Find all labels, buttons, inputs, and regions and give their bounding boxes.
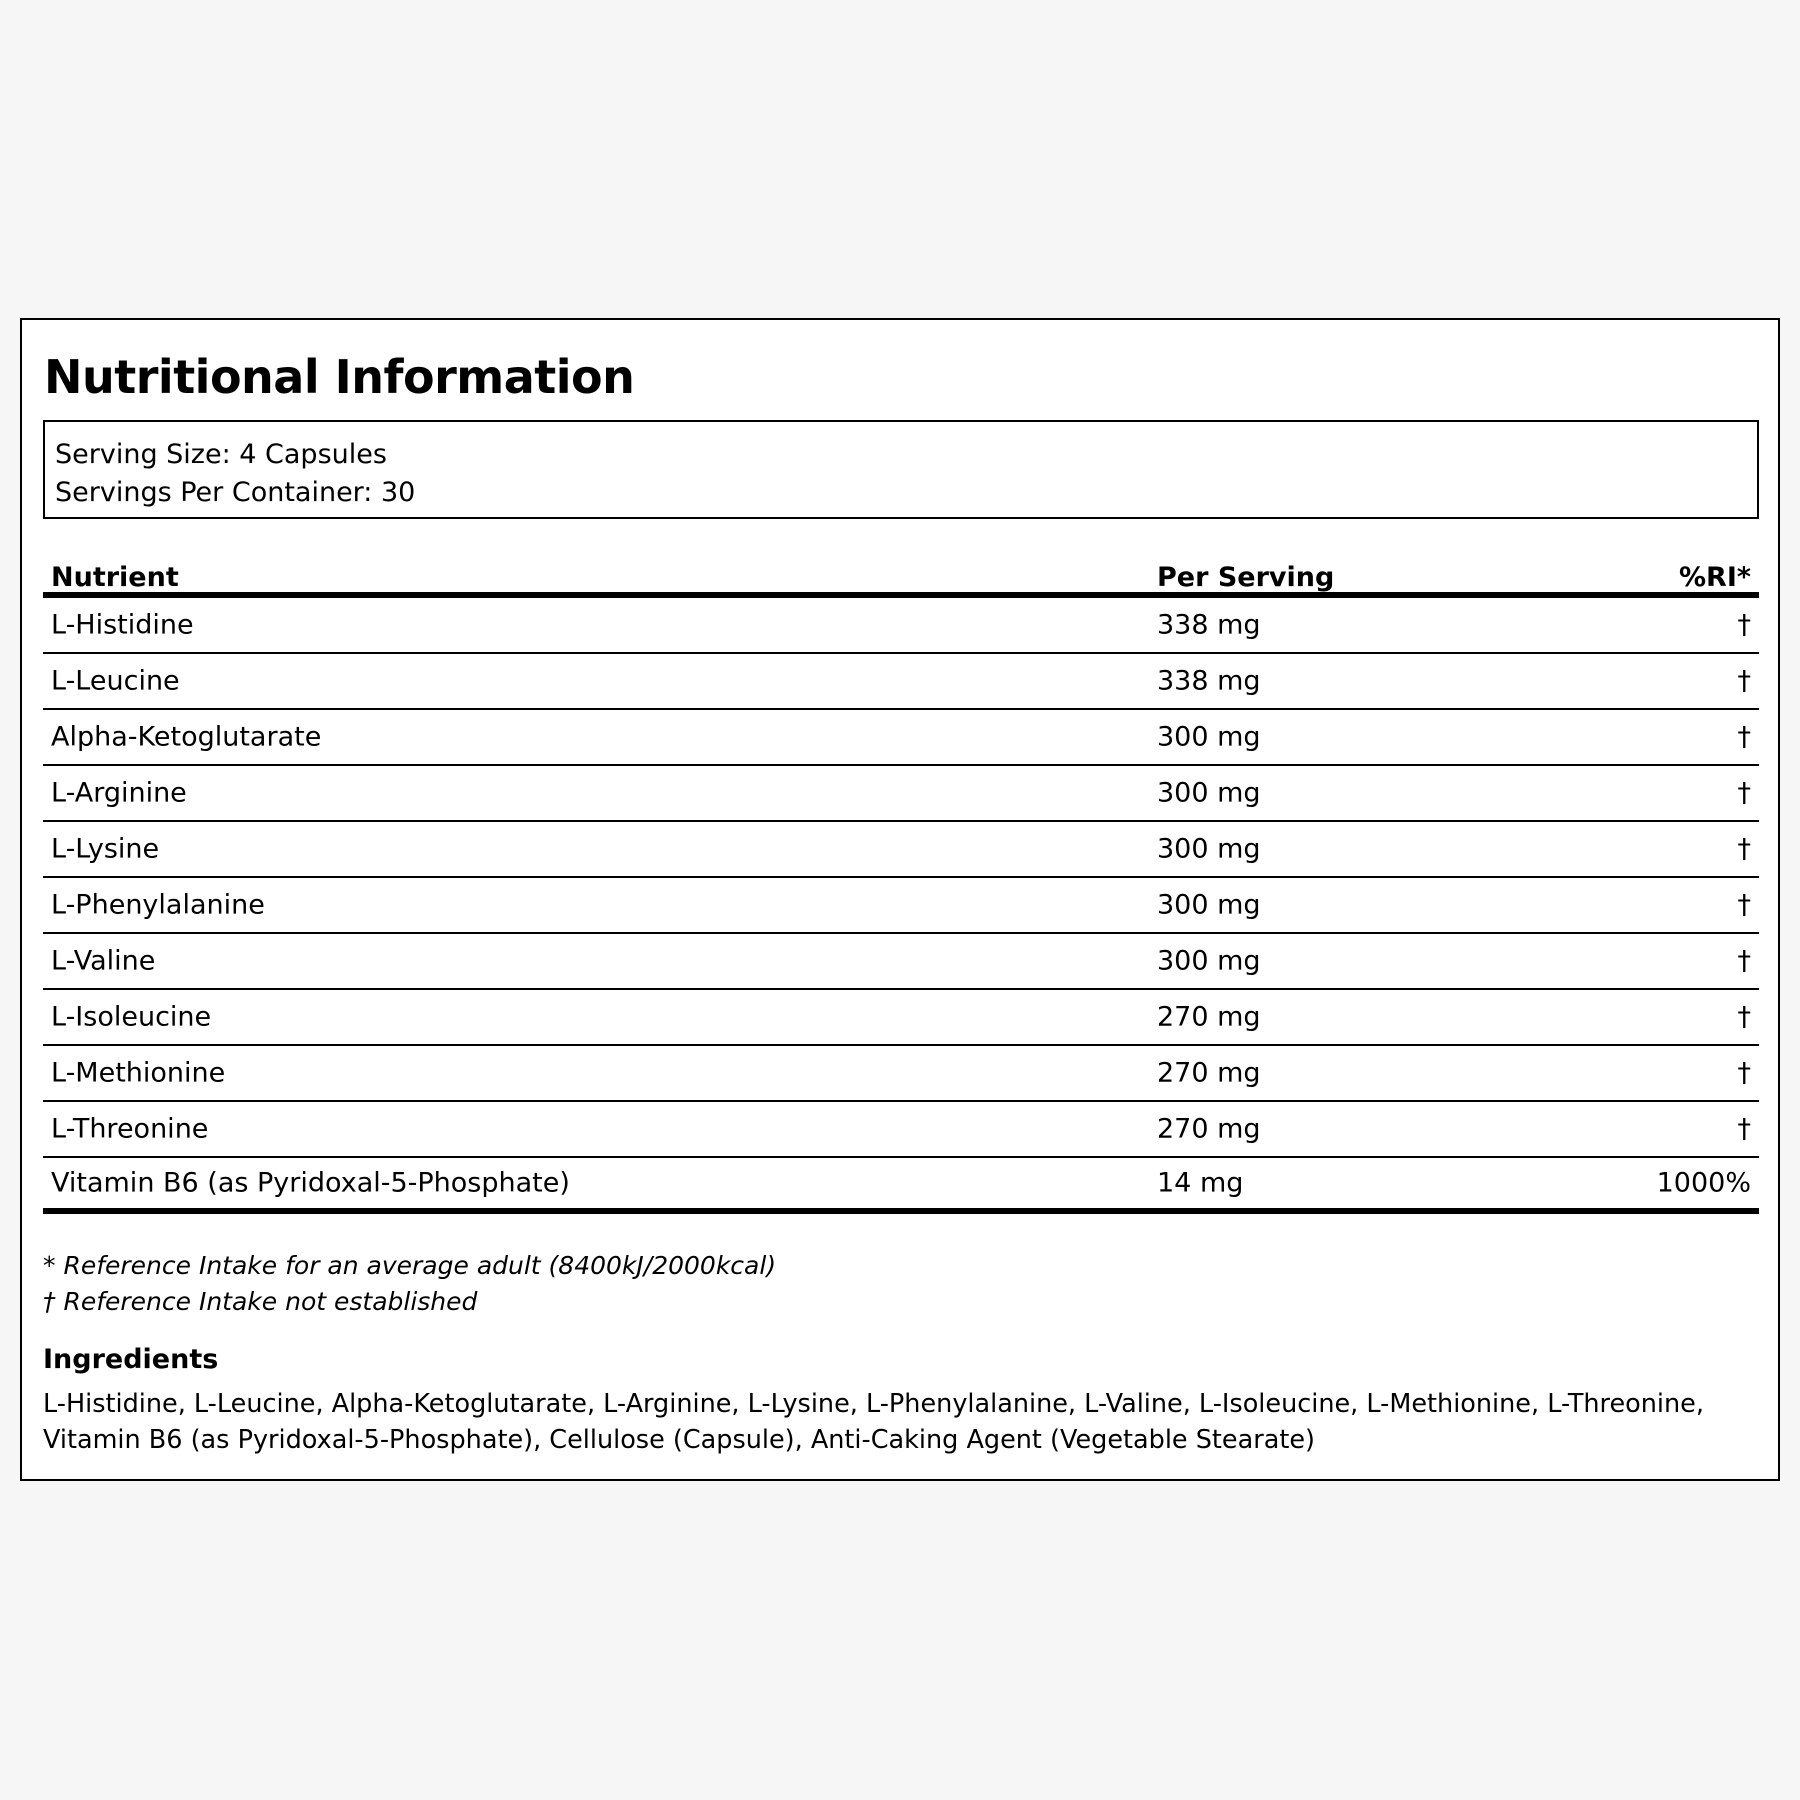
table-row bbox=[43, 990, 1759, 1046]
dagger-footnote: † Reference Intake not established bbox=[43, 1287, 478, 1316]
table-header-row bbox=[43, 538, 1759, 598]
nutrient-ri: † bbox=[1737, 1113, 1751, 1145]
nutrient-ri: † bbox=[1737, 889, 1751, 921]
serving-info-box bbox=[43, 420, 1759, 519]
nutrient-name: L-Threonine bbox=[51, 1113, 209, 1145]
nutrient-ri: † bbox=[1737, 833, 1751, 865]
nutrient-amount: 270 mg bbox=[1157, 1001, 1261, 1033]
serving-size: Serving Size: 4 Capsules bbox=[55, 439, 387, 470]
nutrient-amount: 270 mg bbox=[1157, 1113, 1261, 1145]
table-row bbox=[43, 710, 1759, 766]
nutrient-name: L-Valine bbox=[51, 945, 156, 977]
nutrient-name: L-Isoleucine bbox=[51, 1001, 212, 1033]
nutrient-amount: 270 mg bbox=[1157, 1057, 1261, 1089]
nutrient-name: Vitamin B6 (as Pyridoxal-5-Phosphate) bbox=[51, 1167, 570, 1199]
servings-per-container: Servings Per Container: 30 bbox=[55, 477, 416, 508]
nutrient-name: L-Arginine bbox=[51, 777, 187, 809]
header-per-serving: Per Serving bbox=[1157, 562, 1335, 593]
table-row bbox=[43, 1046, 1759, 1102]
page-title: Nutritional Information bbox=[44, 350, 635, 404]
table-row bbox=[43, 654, 1759, 710]
ingredients-list: L-Histidine, L-Leucine, Alpha-Ketoglutarate, L-Arginine, L-Lysine, L-Phenylalanine, L-Valine, L-Isoleucine, L-Methionine, L-Threonine, Vitamin B6 (as Pyridoxal-5-Phosphate), Cellulose (Capsule), Anti-Caking Agent (Vegetable Stearate) bbox=[43, 1389, 1704, 1455]
nutrient-name: L-Methionine bbox=[51, 1057, 226, 1089]
table-row bbox=[43, 1102, 1759, 1158]
nutrient-ri: † bbox=[1737, 721, 1751, 753]
ri-footnote: * Reference Intake for an average adult (8400kJ/2000kcal) bbox=[43, 1251, 777, 1280]
nutrient-amount: 338 mg bbox=[1157, 665, 1261, 697]
nutrient-ri: † bbox=[1737, 665, 1751, 697]
nutrient-amount: 300 mg bbox=[1157, 833, 1261, 865]
nutrient-ri: 1000% bbox=[1656, 1167, 1751, 1199]
ingredients-heading: Ingredients bbox=[43, 1344, 219, 1375]
nutrient-amount: 300 mg bbox=[1157, 777, 1261, 809]
nutrient-amount: 14 mg bbox=[1157, 1167, 1244, 1199]
nutrient-name: L-Leucine bbox=[51, 665, 180, 697]
nutrient-ri: † bbox=[1737, 1001, 1751, 1033]
nutrient-amount: 300 mg bbox=[1157, 721, 1261, 753]
table-row bbox=[43, 598, 1759, 654]
table-row bbox=[43, 878, 1759, 934]
nutrient-amount: 300 mg bbox=[1157, 889, 1261, 921]
nutrient-name: L-Lysine bbox=[51, 833, 160, 865]
nutrient-ri: † bbox=[1737, 1057, 1751, 1089]
nutrient-amount: 338 mg bbox=[1157, 609, 1261, 641]
table-row bbox=[43, 766, 1759, 822]
nutrient-ri: † bbox=[1737, 945, 1751, 977]
header-ri: %RI* bbox=[1678, 562, 1751, 593]
nutrient-table bbox=[43, 538, 1759, 1214]
table-row bbox=[43, 822, 1759, 878]
nutrient-ri: † bbox=[1737, 777, 1751, 809]
nutrient-name: L-Phenylalanine bbox=[51, 889, 265, 921]
nutrient-ri: † bbox=[1737, 609, 1751, 641]
table-row bbox=[43, 1158, 1759, 1214]
nutrient-amount: 300 mg bbox=[1157, 945, 1261, 977]
nutrition-panel bbox=[20, 318, 1780, 1481]
footnotes bbox=[43, 1248, 776, 1320]
nutrient-name: L-Histidine bbox=[51, 609, 194, 641]
header-nutrient: Nutrient bbox=[51, 562, 179, 593]
nutrient-name: Alpha-Ketoglutarate bbox=[51, 721, 322, 753]
table-row bbox=[43, 934, 1759, 990]
